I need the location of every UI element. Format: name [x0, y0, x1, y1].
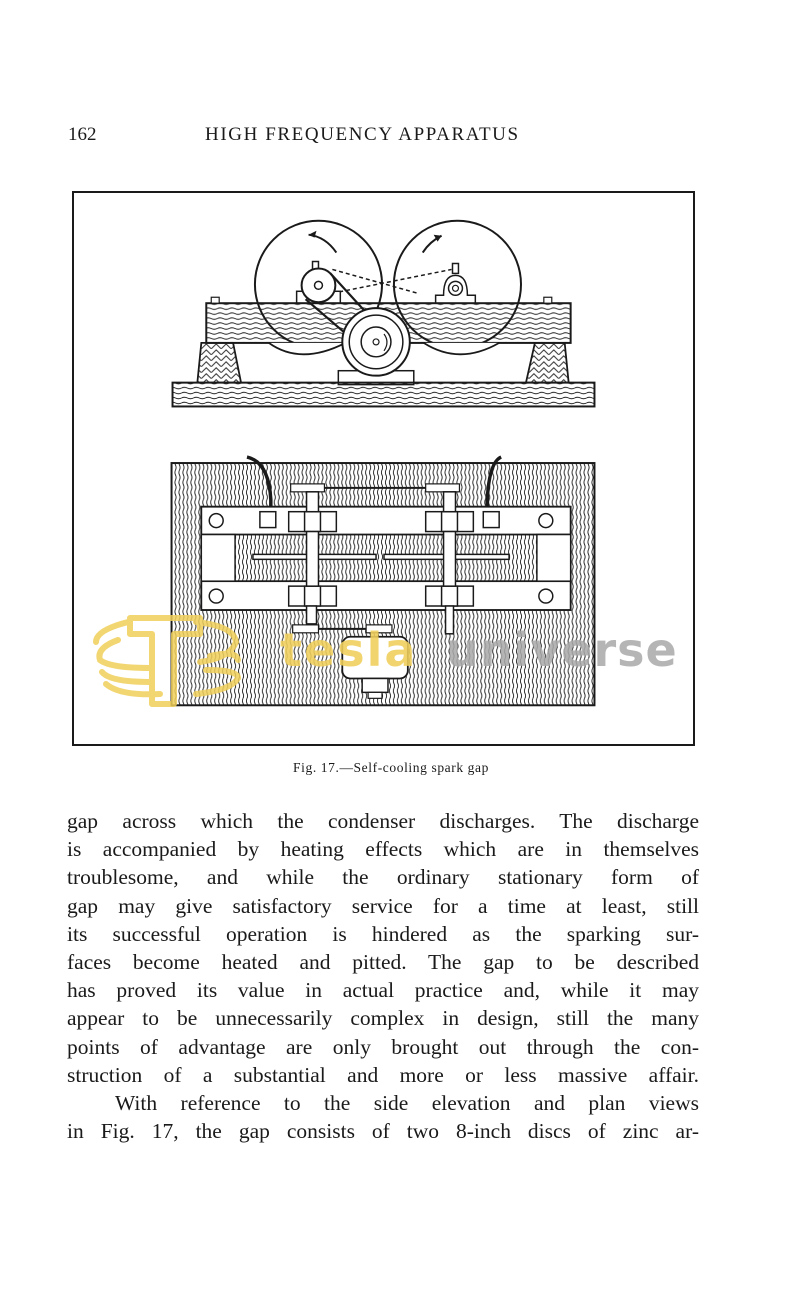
- text-line: appear to be unnecessarily complex in design, still the many: [67, 1006, 699, 1031]
- plan-view: [172, 457, 595, 705]
- paragraph-1: [67, 807, 699, 1089]
- text-line: gap may give satisfactory service for a time at least, still: [67, 893, 699, 918]
- paragraph-2: [67, 1089, 699, 1145]
- watermark-word-universe: universe: [446, 623, 678, 677]
- spark-gap-illustration: [74, 193, 693, 744]
- text-line: troublesome, and while the ordinary stationary form of: [67, 865, 699, 890]
- text-line: gap across which the condenser discharges. The discharge: [67, 809, 699, 833]
- text-line: its successful operation is hindered as the sparking sur-: [67, 921, 699, 946]
- text-line: is accompanied by heating effects which are in themselves: [67, 837, 699, 862]
- text-line: has proved its value in actual practice and, while it may: [67, 978, 699, 1003]
- running-head: [68, 124, 708, 154]
- text-line: points of advantage are only brought out through the con-: [67, 1034, 699, 1059]
- caption-text: Fig. 17.—Self-cooling spark gap: [293, 760, 489, 775]
- page-number: 162: [68, 124, 97, 145]
- watermark-word-tesla: tesla: [280, 623, 418, 677]
- running-title: HIGH FREQUENCY APPARATUS: [205, 124, 520, 145]
- body-text: [67, 807, 699, 1145]
- text-line: With reference to the side elevation and plan views: [115, 1091, 699, 1116]
- text-line: faces become heated and pitted. The gap to be described: [67, 950, 699, 975]
- figure-caption: [0, 760, 800, 776]
- text-line: in Fig. 17, the gap consists of two 8-inch discs of zinc ar-: [67, 1119, 699, 1144]
- side-elevation-view: [173, 221, 595, 407]
- text-line: struction of a substantial and more or less massive affair.: [67, 1062, 699, 1087]
- figure-17-frame: [72, 191, 695, 746]
